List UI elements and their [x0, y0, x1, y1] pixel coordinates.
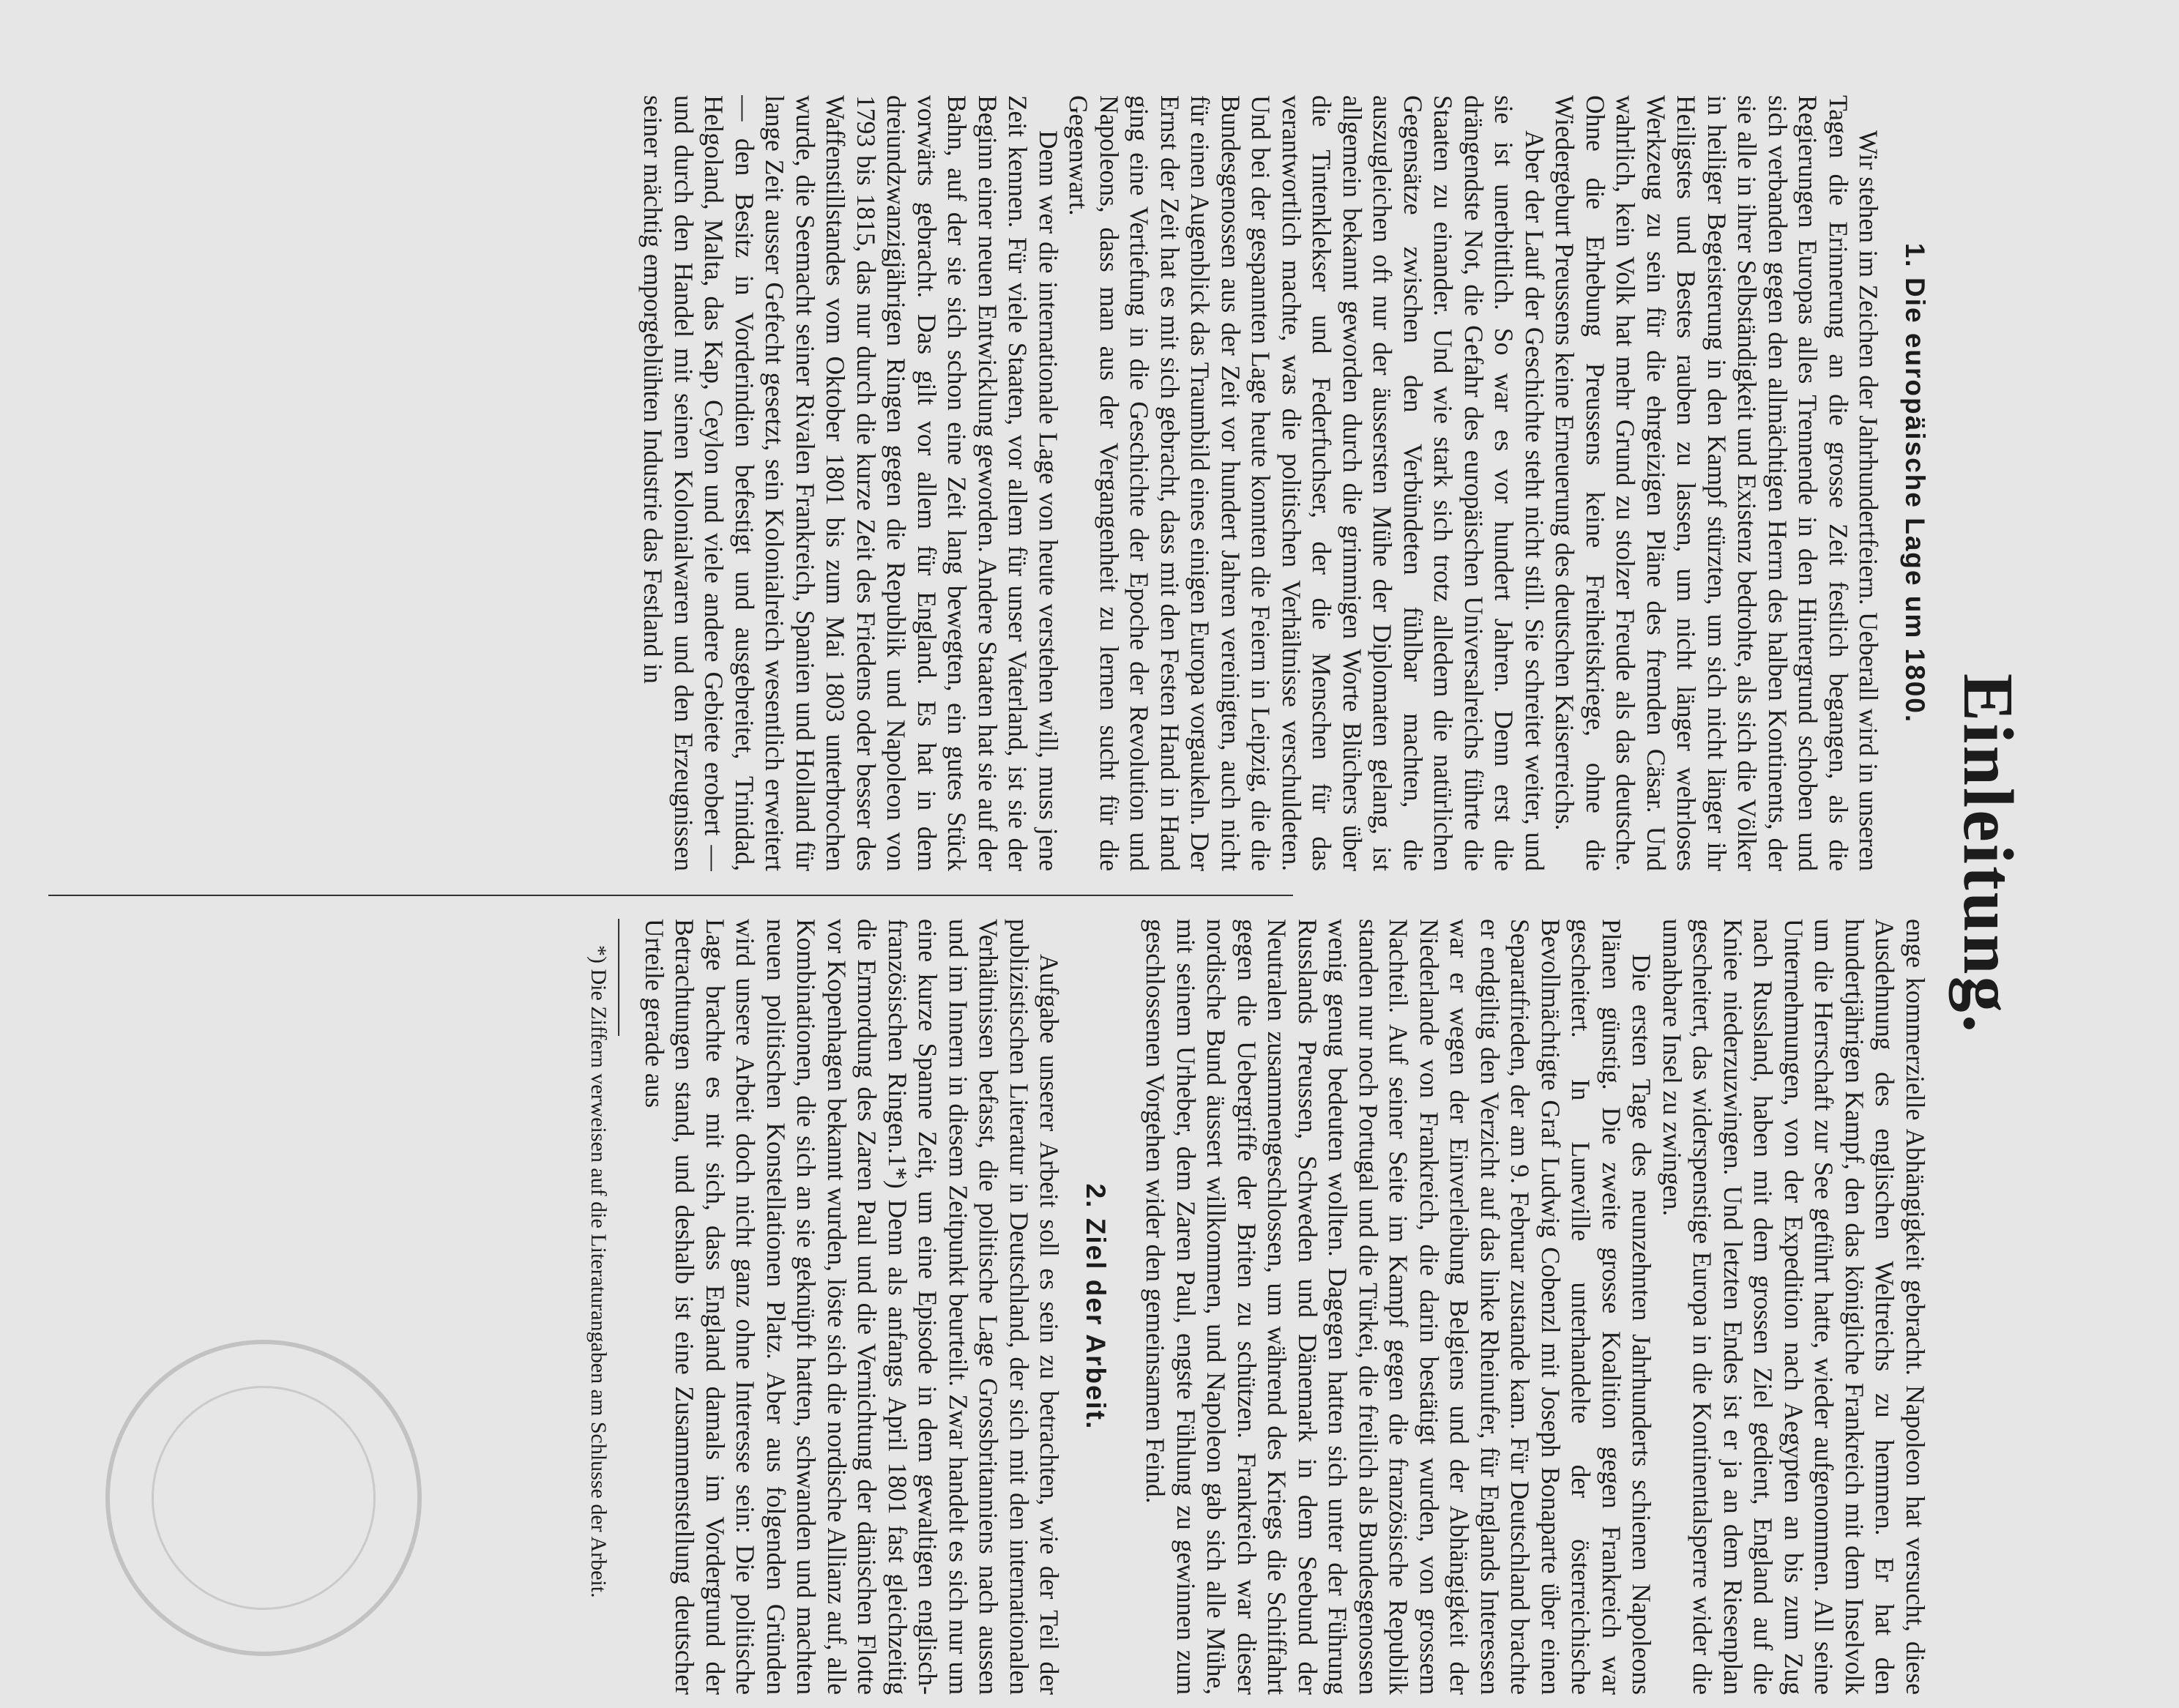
footnote: *) Die Ziffern verweisen auf die Literaturangaben am Schlusse der Arbeit.: [586, 945, 611, 1598]
left-column: [56, 95, 1930, 871]
paragraph: Die ersten Tage des neunzehnten Jahrhunderts schienen Napoleons Plänen günstig. Die zweite grosse Koalition gegen Frankreich war gescheitert. In Luneville unterhandelte der österreichische Bevollmächtigte Graf Ludwig Cobenzl mit Joseph Bonaparte über einen Separatfrieden, der am 9. Februar zustande kam. Für Deutschland brachte er endgiltig den Verzicht auf das linke Rheinufer, für Englands Interessen war er wegen der Einverleibung Belgiens und der Abhängigkeit der Niederlande von Frankreich, die darin bestätigt wurden, von grossem Nachteil. Auf seiner Seite im Kampf gegen die französische Republik standen nur noch Portugal und die Türkei, die freilich als Bundesgenossen wenig genug bedeuten wollten. Dagegen hatten sich unter der Führung Russlands Preussen, Schweden und Dänemark in dem Seebund der Neutralen zusammengeschlossen, um während des Kriegs die Schiffahrt gegen die Uebergriffe der Briten zu schützen. Frankreich war dieser nordische Bund äussert willkommen, und Napoleon gab sich alle Mühe, mit seinem Urheber, dem Zaren Paul, engste Fühlung zu gewinnen zum geschlossenen Vorgehen wider den gemeinsamen Feind.: [1141, 919, 1657, 1695]
paragraph: enge kommerzielle Abhängigkeit gebracht. Napoleon hat versucht, diese Ausdehnung des englischen Weltreichs zu hemmen. Er hat den hundertjährigen Kampf, den das königliche Frankreich mit dem Inselvolk um die Herrschaft zur See geführt hatte, wieder aufgenommen. All seine Unternehmungen, von der Expedition nach Aegypten an bis zum Zug nach Russland, haben mit dem grossen Ziel gedient, England auf die Kniee niederzuzwingen. Und letzten Endes ist er ja an dem Riesenplan gescheitert, das widerspenstige Europa in die Kontinentalsperre wider die unnahbare Insel zu zwingen.: [1658, 919, 1930, 1695]
section-1-heading: 1. Die europäische Lage um 1800.: [1900, 242, 1930, 724]
column-divider: [48, 895, 1293, 896]
section-2-heading: 2. Ziel der Arbeit.: [1081, 1183, 1111, 1431]
paragraph: Denn wer die internationale Lage von heute verstehen will, muss jene Zeit kennen. Für viele Staaten, vor allem für unser Vaterland, ist sie der Beginn einer neuen Entwicklung geworden. Andere Staaten hat sie auf der Bahn, auf der sie sich schon eine Zeit lang bewegten, ein gutes Stück vorwärts gebracht. Das gilt vor allem für England. Es hat in dem dreiundzwanzigjährigen Ringen gegen die Republik und Napoleon von 1793 bis 1815, das nur durch die kurze Zeit des Friedens oder besser des Waffenstillstandes vom Oktober 1801 bis zum Mai 1803 unterbrochen wurde, die Seemacht seiner Rivalen Frankreich, Spanien und Holland für lange Zeit ausser Gefecht gesetzt, sein Kolonialreich wesentlich erweitert — den Besitz in Vorderindien befestigt und ausgebreitet, Trinidad, Helgoland, Malta, das Kap, Ceylon und viele andere Gebiete erobert — und durch den Handel mit seinen Kolonialwaren und den Erzeugnissen seiner mächtig emporgeblühten Industrie das Festland in: [638, 95, 1063, 871]
stamp-inner-ring: [152, 1386, 376, 1610]
library-stamp: [105, 1340, 422, 1656]
paragraph: Aufgabe unserer Arbeit soll es sein zu betrachten, wie der Teil der publizistischen Literatur in Deutschland, der sich mit den internationalen Verhältnissen befasst, die politische Lage Grossbritanniens nach aussen und im Innern in diesem Zeitpunkt beurteilt. Zwar handelt es sich nur um eine kurze Spanne Zeit, um eine Episode in dem gewaltigen englisch-französischen Ringen.1*) Denn als anfangs April 1801 fast gleichzeitig die Ermordung des Zaren Paul und die Vernichtung der dänischen Flotte vor Kopenhagen bekannt wurden, löste sich die nordische Allianz auf, alle Kombinationen, die sich an sie geknüpft hatten, schwanden und machten neuen politischen Konstellationen Platz. Aber aus folgenden Gründen wird unsere Arbeit doch nicht ganz ohne Interesse sein: Die politische Lage brachte es mit sich, dass England damals im Vordergrund der Betrachtungen stand, und deshalb ist eine Zusammenstellung deutscher Urteile gerade aus: [640, 919, 1065, 1695]
paragraph: Wir stehen im Zeichen der Jahrhundertfeiern. Ueberall wird in unseren Tagen die Erinnerung an die grosse Zeit festlich begangen, als die Regierungen Europas alles Trennende in den Hintergrund schoben und sich verbanden gegen den allmächtigen Herrn des halben Kontinents, der sie alle in ihrer Selbständigkeit und Existenz bedrohte, als sich die Völker in heiliger Begeisterung in den Kampf stürzten, um sich nicht länger ihr Heiligstes und Bestes rauben zu lassen, um nicht länger wehrloses Werkzeug zu sein für die ehrgeizigen Pläne des fremden Cäsar. Und wahrlich, kein Volk hat mehr Grund zu stolzer Freude als das deutsche. Ohne die Erhebung Preussens keine Freiheitskriege, ohne die Wiedergeburt Preussens keine Erneuerung des deutschen Kaiserreichs.: [1550, 95, 1884, 871]
paragraph: Aber der Lauf der Geschichte steht nicht still. Sie schreitet weiter, und sie ist unerbittlich. So war es vor hundert Jahren. Denn erst die drängendste Not, die Gefahr des europäischen Universalreichs führte die Staaten zu einander. Und wie stark sich trotz alledem die natürlichen Gegensätze zwischen den Verbündeten fühlbar machten, die auszugleichen oft nur der äussersten Mühe der Diplomaten gelang, ist allgemein bekannt geworden durch die grimmigen Worte Blüchers über die Tintenklekser und Federfuchser, der die Menschen für das verantwortlich machte, was die politischen Verhältnisse verschuldeten. Und bei der gespannten Lage heute konnten die Feiern in Leipzig, die die Bundesgenossen aus der Zeit vor hundert Jahren vereinigten, auch nicht für einen Augenblick das Traumbild eines einigen Europa vorgaukeln. Der Ernst der Zeit hat es mit sich gebracht, dass mit den Festen Hand in Hand ging eine Vertiefung in die Geschichte der Epoche der Revolution und Napoleons, dass man aus der Vergangenheit zu lernen sucht für die Gegenwart.: [1064, 95, 1549, 871]
page-title: Einleitung.: [1948, 673, 2027, 1035]
footnote-rule: [619, 919, 620, 1036]
